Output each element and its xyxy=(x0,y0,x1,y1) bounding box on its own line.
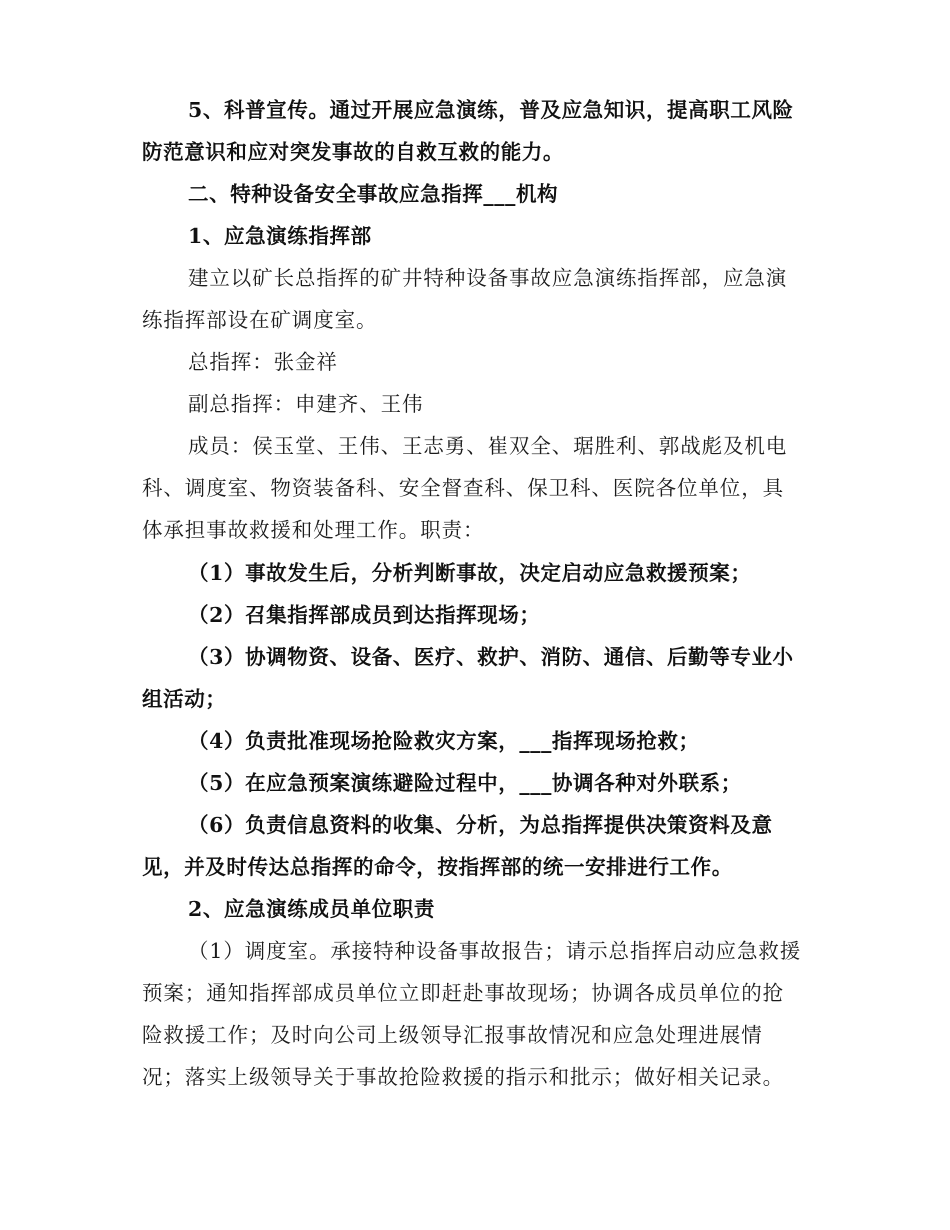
members-line-3: 体承担事故救援和处理工作。职责： xyxy=(142,518,485,542)
dispatch-room-duty-line-3: 险救援工作；及时向公司上级领导汇报事故情况和应急处理进展情 xyxy=(142,1023,763,1047)
chief-commander: 总指挥：张金祥 xyxy=(188,350,338,374)
duty-3-line-2: 组活动； xyxy=(142,687,227,711)
members-line-2: 科、调度室、物资装备科、安全督查科、保卫科、医院各位单位，具 xyxy=(142,476,784,500)
members-line-1: 成员：侯玉堂、王伟、王志勇、崔双全、琚胜利、郭战彪及机电 xyxy=(188,434,788,458)
duty-2: （2）召集指挥部成员到达指挥现场； xyxy=(188,603,541,627)
duty-6-line-1: （6）负责信息资料的收集、分析，为总指挥提供决策资料及意 xyxy=(188,813,773,837)
duty-5: （5）在应急预案演练避险过程中，___协调各种对外联系； xyxy=(188,771,742,795)
paragraph-5-line-2: 防范意识和应对突发事故的自救互救的能力。 xyxy=(142,140,564,164)
paragraph-5-line-1: 5、科普宣传。通过开展应急演练，普及应急知识，提高职工风险 xyxy=(188,98,794,122)
subsection-1-intro-line-2: 练指挥部设在矿调度室。 xyxy=(142,308,378,332)
duty-4: （4）负责批准现场抢险救灾方案，___指挥现场抢救； xyxy=(188,729,700,753)
deputy-commander: 副总指挥：申建齐、王伟 xyxy=(188,392,424,416)
duty-3-line-1: （3）协调物资、设备、医疗、救护、消防、通信、后勤等专业小 xyxy=(188,645,794,669)
subsection-2-heading: 2、应急演练成员单位职责 xyxy=(188,897,435,921)
dispatch-room-duty-line-1: （1）调度室。承接特种设备事故报告；请示总指挥启动应急救援 xyxy=(188,939,802,963)
duty-1: （1）事故发生后，分析判断事故，决定启动应急救援预案； xyxy=(188,561,752,585)
duty-6-line-2: 见，并及时传达总指挥的命令，按指挥部的统一安排进行工作。 xyxy=(142,855,733,879)
dispatch-room-duty-line-4: 况；落实上级领导关于事故抢险救援的指示和批示；做好相关记录。 xyxy=(142,1065,784,1089)
section-2-heading: 二、特种设备安全事故应急指挥___机构 xyxy=(188,182,559,206)
dispatch-room-duty-line-2: 预案；通知指挥部成员单位立即赶赴事故现场；协调各成员单位的抢 xyxy=(142,981,784,1005)
subsection-1-heading: 1、应急演练指挥部 xyxy=(188,224,372,248)
subsection-1-intro-line-1: 建立以矿长总指挥的矿井特种设备事故应急演练指挥部，应急演 xyxy=(188,266,788,290)
